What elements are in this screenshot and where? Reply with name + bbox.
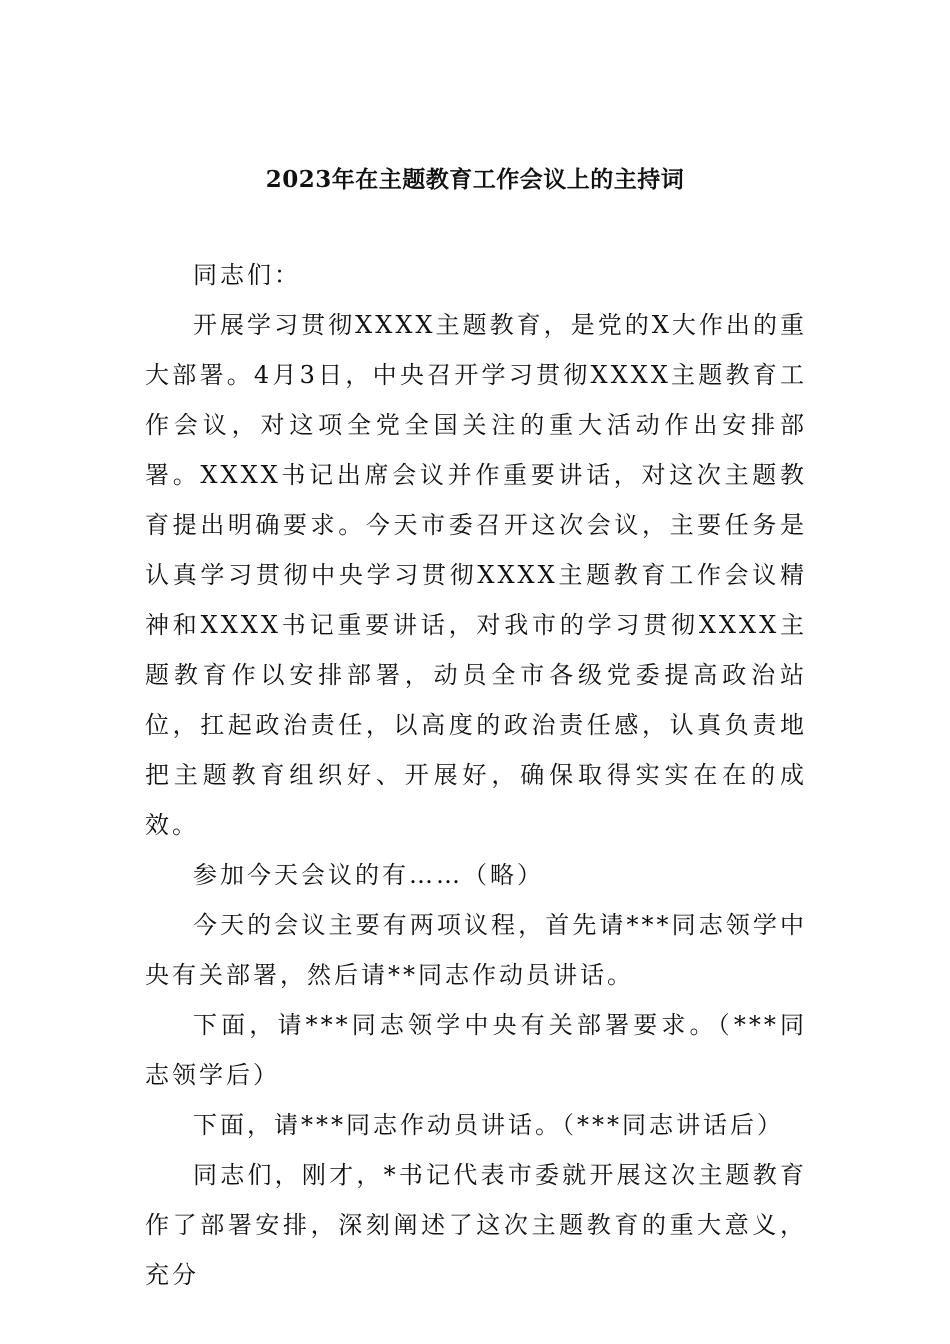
document-body	[145, 250, 807, 1300]
paragraph-agenda: 今天的会议主要有两项议程，首先请***同志领学中央有关部署，然后请**同志作动员讲话。	[145, 911, 807, 989]
paragraph-attendees: 参加今天会议的有……（略）	[193, 861, 544, 889]
paragraph-study-session: 下面，请***同志领学中央有关部署要求。（***同志领学后）	[145, 1011, 807, 1089]
document-title: 2023年在主题教育工作会议上的主持词	[265, 166, 685, 193]
paragraph-closing: 同志们，刚才，*书记代表市委就开展这次主题教育作了部署安排，深刻阐述了这次主题教育的重大意义，充分	[145, 1161, 807, 1289]
paragraph-mobilization-speech: 下面，请***同志作动员讲话。（***同志讲话后）	[193, 1111, 784, 1139]
paragraph-salutation: 同志们：	[193, 261, 301, 289]
paragraph-background: 开展学习贯彻XXXX主题教育，是党的X大作出的重大部署。4月3日，中央召开学习贯彻XXXX主题教育工作会议，对这项全党全国关注的重大活动作出安排部署。XXXX书记出席会议并作重要讲话，对这次主题教育提出明确要求。今天市委召开这次会议，主要任务是认真学习贯彻中央学习贯彻XXXX主题教育工作会议精神和XXXX书记重要讲话，对我市的学习贯彻XXXX主题教育作以安排部署，动员全市各级党委提高政治站位，扛起政治责任，以高度的政治责任感，认真负责地把主题教育组织好、开展好，确保取得实实在在的成效。	[145, 311, 807, 839]
